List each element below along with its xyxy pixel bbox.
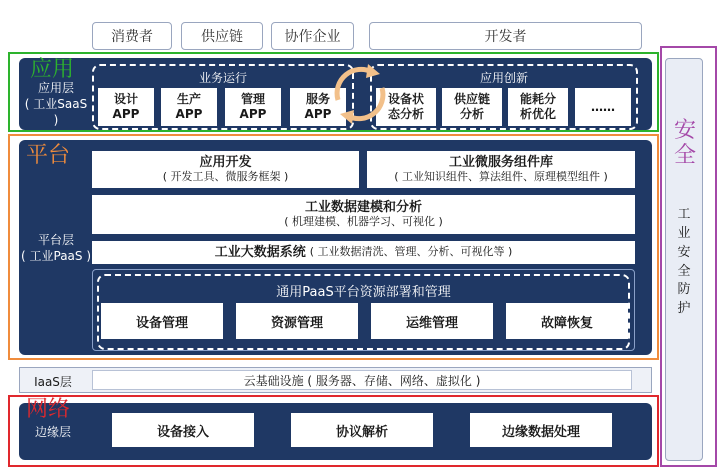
- resource-management-title: 通用PaaS平台资源部署和管理: [276, 285, 451, 300]
- ops-management-box: 运维管理: [371, 303, 493, 339]
- energy-optimization-box: 能耗分 析优化: [508, 88, 568, 126]
- resource-management-box: 资源管理: [236, 303, 358, 339]
- tab-developer: 开发者: [369, 22, 642, 50]
- paas-layer-label: [21, 232, 91, 264]
- saas-layer-label: [21, 80, 91, 129]
- app-development-sub: ( 开发工具、微服务框架 ): [162, 170, 289, 184]
- edge-layer-label: 边缘层: [34, 425, 71, 439]
- paas-label-line2: ( 工业PaaS ): [21, 249, 92, 264]
- app-development-box: [92, 151, 359, 188]
- data-modeling-title: 工业数据建模和分析: [304, 199, 422, 215]
- data-modeling-box: [92, 195, 635, 234]
- edge-data-processing-box: 边缘数据处理: [470, 413, 612, 447]
- cycle-arrows-icon: [328, 60, 392, 128]
- tab-supply-chain: 供应链: [181, 22, 263, 50]
- tab-consumer: 消费者: [92, 22, 172, 50]
- application-innovation-title: 应用创新: [479, 71, 528, 85]
- more-apps-box: ……: [575, 88, 631, 126]
- network-frame-title: 网络: [26, 397, 71, 422]
- production-app-box: 生产 APP: [161, 88, 217, 126]
- app-development-title: 应用开发: [199, 154, 252, 170]
- platform-frame-title: 平台: [26, 143, 71, 168]
- iaas-label: IaaS层: [34, 375, 72, 389]
- microservice-library-sub: ( 工业知识组件、算法组件、原理模型组件 ): [394, 170, 608, 184]
- tab-partner-enterprise: 协作企业: [271, 22, 354, 50]
- security-frame-title: 安全: [673, 118, 696, 169]
- fault-recovery-box: 故障恢复: [506, 303, 628, 339]
- data-modeling-sub: ( 机理建模、机器学习、可视化 ): [284, 215, 443, 229]
- security-protection-label: 工业安全防护: [677, 207, 691, 317]
- app-frame-title: 应用: [30, 57, 75, 82]
- bigdata-system-title: 工业大数据系统: [214, 244, 306, 260]
- supply-chain-analysis-box: 供应链 分析: [442, 88, 502, 126]
- management-app-box: 管理 APP: [225, 88, 281, 126]
- design-app-box: 设计 APP: [98, 88, 154, 126]
- bigdata-system-box: [92, 241, 635, 264]
- saas-label-line2: ( 工业SaaS ): [24, 97, 88, 128]
- microservice-library-title: 工业微服务组件库: [448, 154, 553, 170]
- paas-label-line1: 平台层: [37, 233, 74, 247]
- iaas-content-box: 云基础设施 ( 服务器、存储、网络、虚拟化 ): [92, 370, 632, 390]
- device-access-box: 设备接入: [112, 413, 254, 447]
- bigdata-system-sub: ( 工业数据清洗、管理、分析、可视化等 ): [309, 245, 513, 259]
- equipment-status-analysis-box: 设备状 态分析: [376, 88, 436, 126]
- service-app-box: 服务 APP: [290, 88, 346, 126]
- device-management-box: 设备管理: [101, 303, 223, 339]
- saas-label-line1: 应用层: [37, 81, 74, 95]
- protocol-parsing-box: 协议解析: [291, 413, 433, 447]
- microservice-library-box: [367, 151, 635, 188]
- business-operation-title: 业务运行: [198, 71, 247, 85]
